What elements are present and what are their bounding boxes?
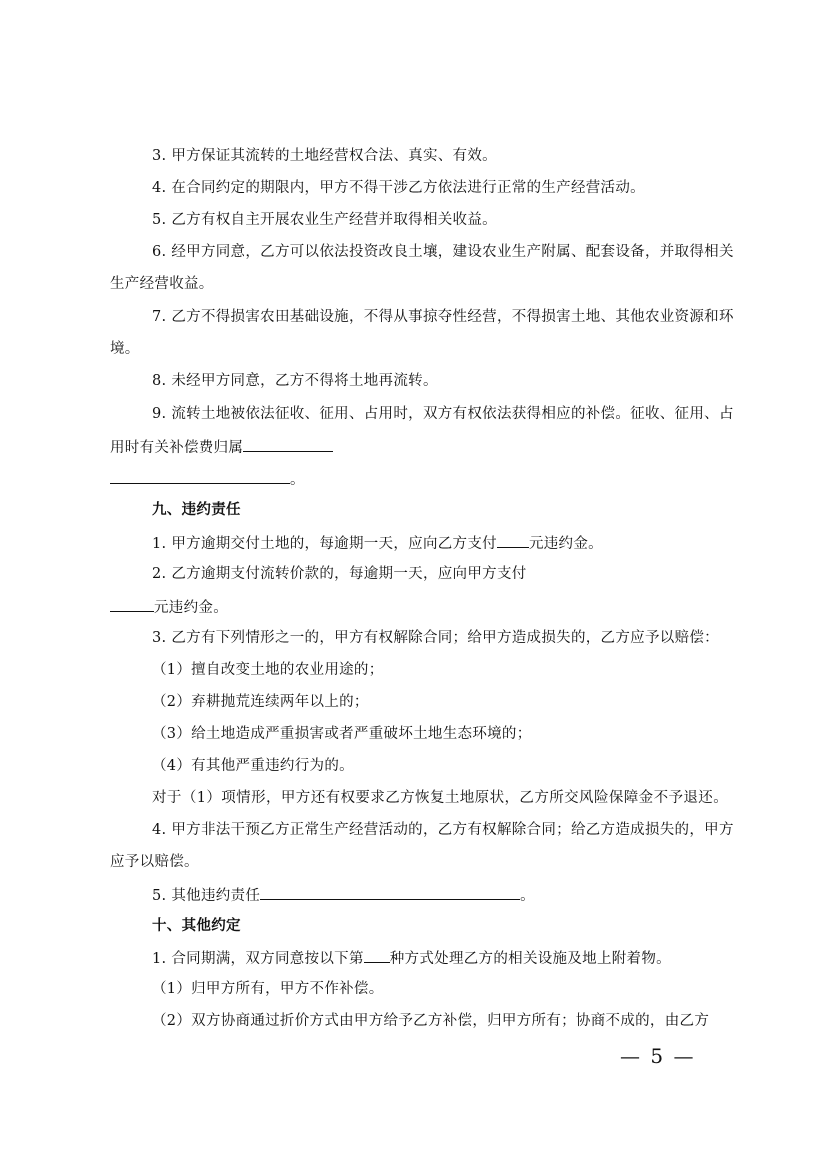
clause-9-2-line1: 2. 乙方逾期支付流转价款的，每逾期一天，应向甲方支付 (152, 566, 527, 582)
clause-8-6-line2: 生产经营收益。 (110, 276, 214, 292)
compensation-blank (243, 436, 333, 452)
condition-3: （3）给土地造成严重损害或者严重破坏土地生态环境的； (152, 726, 532, 742)
condition-4: （4）有其他严重违约行为的。 (152, 758, 354, 774)
clause-8-7-line1: 7. 乙方不得损害农田基础设施，不得从事掠夺性经营，不得损害土地、其他农业资源和环 (152, 309, 734, 325)
clause-10-1 (152, 947, 671, 969)
method-number-blank (364, 947, 390, 963)
clause-8-3: 3. 甲方保证其流转的土地经营权合法、真实、有效。 (152, 148, 497, 164)
section-9-heading: 九、违约责任 (152, 501, 241, 518)
clause-8-9-line3 (110, 468, 305, 490)
penalty-amount-blank-1 (497, 532, 529, 548)
clause-9-5-end: 。 (520, 888, 535, 904)
clause-8-9-end: 。 (290, 472, 305, 488)
section-10-heading: 十、其他约定 (152, 917, 241, 934)
clause-9-4-line2: 应予以赔偿。 (110, 854, 199, 870)
clause-8-9-line1: 9. 流转土地被依法征收、征用、占用时，双方有权依法获得相应的补偿。征收、征用、占 (152, 406, 734, 422)
option-2: （2）双方协商通过折价方式由甲方给予乙方补偿，归甲方所有；协商不成的，由乙方 (152, 1013, 710, 1029)
compensation-blank-cont (110, 468, 290, 484)
clause-9-1-text: 1. 甲方逾期交付土地的，每逾期一天，应向乙方支付 (152, 536, 497, 552)
clause-8-7-line2: 境。 (110, 341, 140, 357)
option-1: （1）归甲方所有，甲方不作补偿。 (152, 981, 384, 997)
page-number: — 5 — (620, 1044, 696, 1068)
clause-8-6-line1: 6. 经甲方同意，乙方可以依法投资改良土壤，建设农业生产附属、配套设备，并取得相关 (152, 244, 734, 260)
clause-9-5 (152, 884, 535, 906)
clause-9-4-line1: 4. 甲方非法干预乙方正常生产经营活动的，乙方有权解除合同；给乙方造成损失的，甲方 (152, 822, 734, 838)
condition-2: （2）弃耕抛荒连续两年以上的； (152, 694, 369, 710)
clause-8-9-line2 (110, 436, 333, 458)
clause-9-1-end: 元违约金。 (528, 536, 603, 552)
condition-note: 对于（1）项情形，甲方还有权要求乙方恢复土地原状，乙方所交风险保障金不予退还。 (152, 790, 728, 806)
clause-8-5: 5. 乙方有权自主开展农业生产经营并取得相关收益。 (152, 212, 497, 228)
penalty-amount-blank-2 (110, 596, 154, 612)
clause-9-2-line2 (110, 596, 228, 618)
clause-9-3: 3. 乙方有下列情形之一的，甲方有权解除合同；给甲方造成损失的，乙方应予以赔偿： (152, 630, 719, 646)
clause-8-8: 8. 未经甲方同意，乙方不得将土地再流转。 (152, 373, 438, 389)
clause-10-1-end: 种方式处理乙方的相关设施及地上附着物。 (389, 951, 671, 967)
clause-8-9-text: 用时有关补偿费归属 (110, 440, 244, 456)
condition-1: （1）擅自改变土地的农业用途的； (152, 662, 384, 678)
clause-8-4: 4. 在合同约定的期限内，甲方不得干涉乙方依法进行正常的生产经营活动。 (152, 180, 645, 196)
clause-9-5-text: 5. 其他违约责任 (152, 888, 261, 904)
clause-9-1 (152, 532, 603, 554)
other-liability-blank (260, 884, 520, 900)
clause-10-1-text: 1. 合同期满，双方同意按以下第 (152, 951, 364, 967)
clause-9-2-end: 元违约金。 (154, 600, 228, 616)
